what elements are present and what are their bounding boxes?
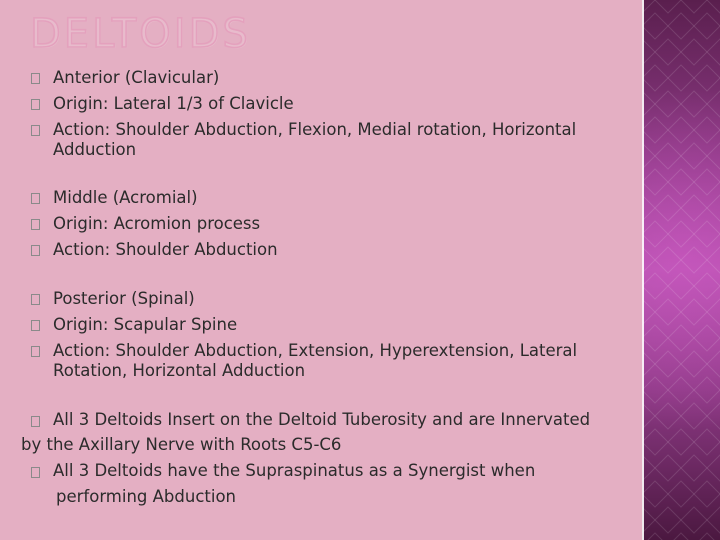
diamond-shape bbox=[694, 169, 720, 195]
list-item-continuation: Rotation, Horizontal Adduction bbox=[53, 361, 306, 380]
list-item-continuation: Adduction bbox=[53, 140, 137, 159]
diamond-shape bbox=[707, 91, 720, 117]
diamond-shape bbox=[668, 377, 694, 403]
list-item: Anterior (Clavicular) bbox=[53, 68, 220, 87]
diamond-shape bbox=[642, 117, 668, 143]
diamond-shape bbox=[681, 351, 707, 377]
diamond-shape bbox=[681, 299, 707, 325]
bullet-icon bbox=[31, 343, 40, 361]
diamond-shape bbox=[694, 65, 720, 91]
diamond-shape bbox=[642, 429, 668, 455]
slide-title: DELTOIDS bbox=[30, 11, 251, 57]
diamond-shape bbox=[655, 143, 681, 169]
diamond-shape bbox=[707, 195, 720, 221]
list-item: Origin: Acromion process bbox=[53, 214, 261, 233]
diamond-shape bbox=[655, 247, 681, 273]
diamond-shape bbox=[642, 325, 668, 351]
bullet-icon bbox=[31, 190, 40, 208]
bullet-icon bbox=[31, 216, 40, 234]
diamond-shape bbox=[707, 403, 720, 429]
bullet-icon bbox=[31, 291, 40, 309]
list-item-continuation: performing Abduction bbox=[56, 487, 237, 506]
diamond-shape bbox=[681, 403, 707, 429]
diamond-shape bbox=[642, 273, 668, 299]
diamond-shape bbox=[668, 65, 694, 91]
list-item: Action: Shoulder Abduction bbox=[53, 240, 278, 259]
diamond-shape bbox=[655, 39, 681, 65]
list-item: All 3 Deltoids have the Supraspinatus as a Synergist when bbox=[53, 461, 536, 480]
bullet-icon bbox=[31, 317, 40, 335]
diamond-shape bbox=[681, 0, 707, 13]
diamond-shape bbox=[668, 221, 694, 247]
diamond-shape bbox=[642, 65, 668, 91]
side-panel-edge bbox=[642, 0, 644, 540]
diamond-shape bbox=[668, 429, 694, 455]
list-item: Origin: Scapular Spine bbox=[53, 315, 238, 334]
diamond-shape bbox=[642, 481, 668, 507]
list-item: Action: Shoulder Abduction, Flexion, Medial rotation, Horizontal bbox=[53, 120, 577, 139]
diamond-shape bbox=[707, 143, 720, 169]
diamond-shape bbox=[694, 117, 720, 143]
diamond-shape bbox=[681, 247, 707, 273]
diamond-shape bbox=[681, 91, 707, 117]
bullet-icon bbox=[31, 242, 40, 260]
diamond-shape bbox=[694, 273, 720, 299]
diamond-shape bbox=[707, 39, 720, 65]
diamond-shape bbox=[668, 273, 694, 299]
diamond-pattern bbox=[642, 0, 720, 540]
diamond-shape bbox=[694, 429, 720, 455]
diamond-shape bbox=[694, 481, 720, 507]
bullet-icon bbox=[31, 96, 40, 114]
diamond-shape bbox=[707, 0, 720, 13]
diamond-shape bbox=[668, 481, 694, 507]
bullet-icon bbox=[31, 70, 40, 88]
diamond-shape bbox=[694, 221, 720, 247]
diamond-shape bbox=[655, 195, 681, 221]
diamond-shape bbox=[655, 91, 681, 117]
diamond-shape bbox=[668, 13, 694, 39]
list-item: Middle (Acromial) bbox=[53, 188, 198, 207]
diamond-shape bbox=[707, 247, 720, 273]
diamond-shape bbox=[681, 195, 707, 221]
diamond-shape bbox=[668, 169, 694, 195]
diamond-shape bbox=[694, 377, 720, 403]
diamond-shape bbox=[694, 325, 720, 351]
diamond-shape bbox=[642, 377, 668, 403]
list-item: All 3 Deltoids Insert on the Deltoid Tuberosity and are Innervated bbox=[53, 410, 591, 429]
diamond-shape bbox=[694, 533, 720, 540]
diamond-shape bbox=[668, 117, 694, 143]
diamond-shape bbox=[642, 169, 668, 195]
bullet-icon bbox=[31, 122, 40, 140]
diamond-shape bbox=[668, 325, 694, 351]
bullet-icon bbox=[31, 413, 40, 431]
diamond-shape bbox=[707, 455, 720, 481]
diamond-shape bbox=[655, 403, 681, 429]
diamond-shape bbox=[668, 533, 694, 540]
diamond-shape bbox=[655, 507, 681, 533]
diamond-shape bbox=[681, 143, 707, 169]
diamond-shape bbox=[655, 351, 681, 377]
diamond-shape bbox=[681, 39, 707, 65]
diamond-shape bbox=[655, 299, 681, 325]
diamond-shape bbox=[694, 13, 720, 39]
diamond-shape bbox=[707, 351, 720, 377]
diamond-shape bbox=[681, 455, 707, 481]
diamond-shape bbox=[642, 221, 668, 247]
diamond-shape bbox=[642, 13, 668, 39]
diamond-shape bbox=[655, 0, 681, 13]
list-item-continuation: by the Axillary Nerve with Roots C5-C6 bbox=[21, 435, 342, 454]
list-item: Posterior (Spinal) bbox=[53, 289, 195, 308]
list-item: Action: Shoulder Abduction, Extension, Hyperextension, Lateral bbox=[53, 341, 578, 360]
decorative-side-panel bbox=[642, 0, 720, 540]
diamond-shape bbox=[707, 507, 720, 533]
diamond-shape bbox=[655, 455, 681, 481]
diamond-shape bbox=[707, 299, 720, 325]
diamond-shape bbox=[681, 507, 707, 533]
list-item: Origin: Lateral 1/3 of Clavicle bbox=[53, 94, 294, 113]
bullet-icon bbox=[31, 464, 40, 482]
diamond-shape bbox=[642, 533, 668, 540]
